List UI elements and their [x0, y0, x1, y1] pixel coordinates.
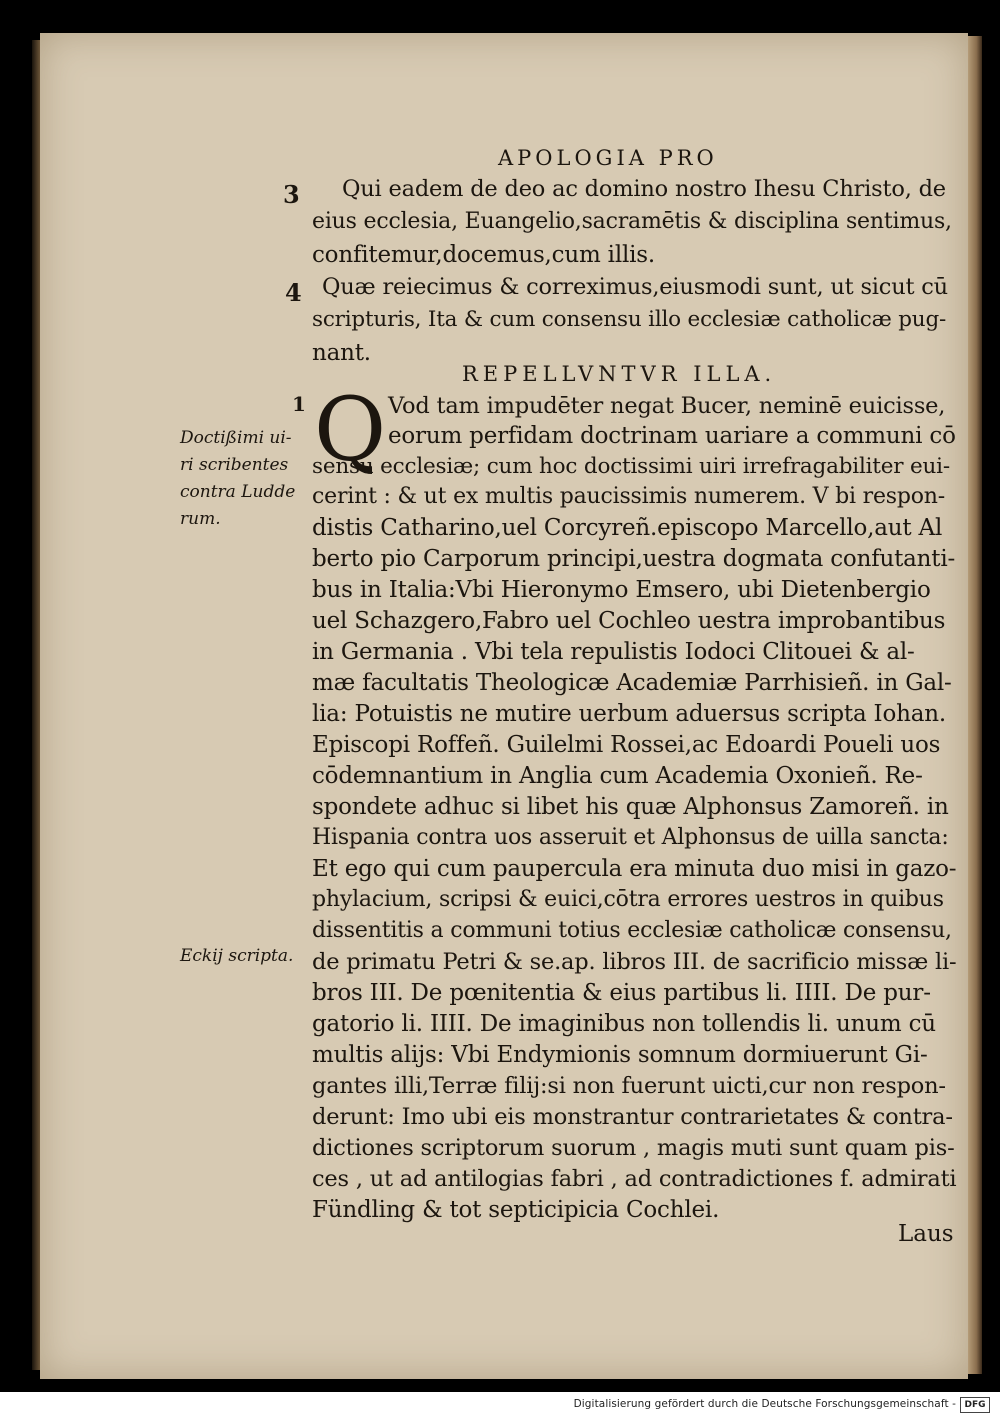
body-line: uel Schazgero,Fabro uel Cochleo uestra improbantibus [312, 608, 946, 634]
drop-cap-initial: Q [314, 378, 387, 481]
marginal-note-line-1: Doctißimi ui- [180, 428, 292, 448]
body-line: cerint : & ut ex multis paucissimis numerem. V bi respon- [312, 484, 946, 509]
body-line: berto pio Carporum principi,uestra dogmata confutanti- [312, 546, 956, 572]
marginal-note-eckij: Eckij scripta. [180, 946, 294, 966]
body-line: cōdemnantium in Anglia cum Academia Oxonieñ. Re- [312, 763, 923, 789]
body-line: Vod tam impudēter negat Bucer, neminē euicisse, [388, 393, 946, 419]
para3-line-1: Qui eadem de deo ac domino nostro Ihesu Christo, de [342, 176, 946, 202]
body-line: bus in Italia:Vbi Hieronymo Emsero, ubi Dietenbergio [312, 577, 931, 603]
para3-line-3: confitemur,docemus,cum illis. [312, 242, 656, 268]
marginal-note-line-2: ri scribentes [180, 455, 289, 475]
body-line: dictiones scriptorum suorum , magis muti sunt quam pis- [312, 1135, 955, 1161]
catchword: Laus [898, 1221, 954, 1247]
body-line: Hispania contra uos asseruit et Alphonsus de uilla sancta: [312, 825, 949, 850]
body-line: phylacium, scripsi & euici,cōtra errores uestros in quibus [312, 887, 944, 912]
body-line: Episcopi Roffeñ. Guilelmi Rossei,ac Edoardi Poueli uos [312, 732, 941, 758]
paragraph-number-1: 1 [292, 392, 306, 416]
marginal-note-line-3: contra Ludde [180, 482, 296, 502]
body-line: lia: Potuistis ne mutire uerbum aduersus scripta Iohan. [312, 701, 946, 727]
page-edge [968, 36, 982, 1374]
body-line: Fündling & tot septicipicia Cochlei. [312, 1197, 720, 1223]
body-line: derunt: Imo ubi eis monstrantur contrarietates & contra- [312, 1104, 953, 1130]
body-line: Et ego qui cum paupercula era minuta duo misi in gazo- [312, 856, 957, 882]
para4-line-1: Quæ reiecimus & correximus,eiusmodi sunt, ut sicut cū [322, 274, 948, 300]
body-line: multis alijs: Vbi Endymionis somnum dormiuerunt Gi- [312, 1042, 928, 1068]
para3-line-2: eius ecclesia, Euangelio,sacramētis & disciplina sentimus, [312, 209, 952, 234]
body-line: de primatu Petri & se.ap. libros III. de sacrificio missæ li- [312, 949, 957, 975]
running-head: APOLOGIA PRO [498, 146, 718, 170]
body-line: ces , ut ad antilogias fabri , ad contradictiones f. admirati [312, 1166, 957, 1192]
body-line: dissentitis a communi totius ecclesiæ catholicæ consensu, [312, 918, 952, 943]
para4-line-2: scripturis, Ita & cum consensu illo ecclesiæ catholicæ pug- [312, 307, 947, 332]
dfg-logo-icon[interactable]: DFG [960, 1397, 990, 1413]
body-line: gantes illi,Terræ filij:si non fuerunt uicti,cur non respon- [312, 1073, 946, 1099]
body-line: eorum perfidam doctrinam uariare a communi cō [388, 423, 956, 449]
body-line: spondete adhuc si libet his quæ Alphonsus Zamoreñ. in [312, 794, 949, 820]
page-gutter-shadow [32, 40, 40, 1370]
body-line: mæ facultatis Theologicæ Academiæ Parrhisieñ. in Gal- [312, 670, 952, 696]
section-heading: REPELLVNTVR ILLA. [462, 362, 777, 386]
marginal-note-line-4: rum. [180, 509, 221, 529]
body-line: sensu ecclesiæ; cum hoc doctissimi uiri irrefragabiliter eui- [312, 454, 950, 479]
paragraph-number-4: 4 [285, 278, 302, 307]
body-line: bros III. De pœnitentia & eius partibus li. IIII. De pur- [312, 980, 931, 1006]
body-line: in Germania . Vbi tela repulistis Iodoci Clitouei & al- [312, 639, 915, 665]
body-line: gatorio li. IIII. De imaginibus non tollendis li. unum cū [312, 1011, 936, 1037]
body-line: distis Catharino,uel Corcyreñ.episcopo Marcello,aut Al [312, 515, 943, 541]
paragraph-number-3: 3 [283, 180, 300, 209]
footer-credit: Digitalisierung gefördert durch die Deutsche Forschungsgemeinschaft - [573, 1398, 956, 1410]
para4-line-3: nant. [312, 340, 371, 366]
